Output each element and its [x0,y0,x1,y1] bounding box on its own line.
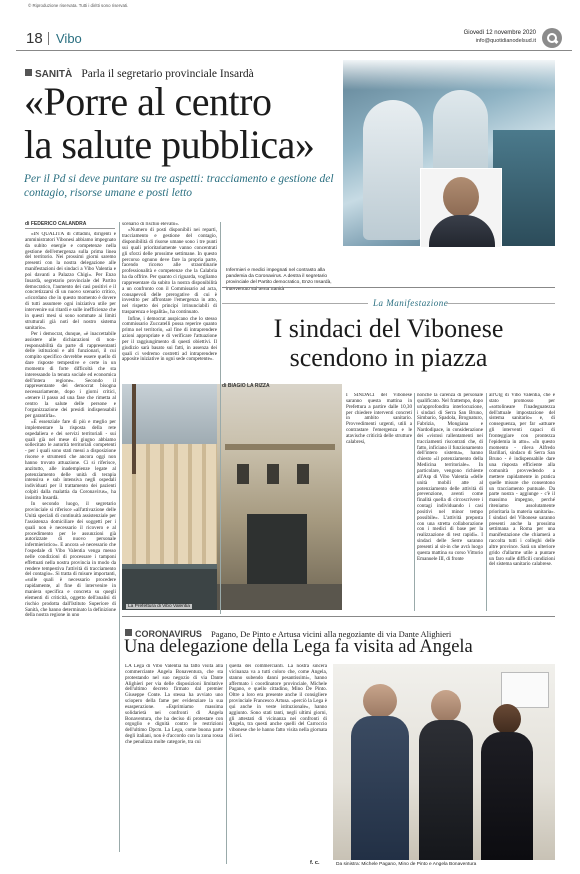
article1-photo-caption: Infermieri e medici impegnati nel contrasto alla pandemia da Coronavirus. A destra il segretario provinciale del Partito democratico, Enzo Insardà, intervenuto sul tema Sanità [226,268,332,292]
person-michele-pagano [351,716,409,860]
section-name: Vibo [56,31,82,46]
portrait-head [443,177,479,217]
column-rule [119,222,120,852]
kicker-square-icon [25,69,32,76]
article1-title [24,80,344,166]
copyright-line: © Riproduzione riservata. Tutti i diritti sono riservati. [28,3,129,8]
article3-column-2: quella dei commercianti. La nostra sincera vicinanza va a tutti coloro che, come Angela, stanno subendo danni pesantissimi», hanno affermato i coordinatore provinciale, Michele Pagano, e quello cittadino, Mino De Pinto. Oltre a loro era presente anche il consigliere provinciale Francesco Artusa. «perciò la Lega è qui anche in veste istituzionale», hanno aggiunto. Sono stati tanti, negli ultimi giorni, gli attestati di vicinanza nei confronti di Angela, tra questi anche quelli del Carroccio vibonese che le hanno fatto visita nella giornata di ieri. [229,664,327,740]
column-rule [486,393,487,611]
article1-paragraph: Per i democrat, dunque, «è inaccettabile assistere alle dichiarazioni di non-responsabilità da parte di rappresentanti delle istituzioni e alti funzionari, il cui compito specifico dovrebbe essere quello di dare risposte tempestive e certe in un momento di forte difficoltà che sta interessando la tenuta sociale ed economica dell'intera regione». Secondo il rappresentante dei democrat bisogna necessariamente, dopo i giorni critici, «tenere il passo ad una fase che rimetta al centro la salute delle persone e l'organizzazione dei presidi indispensabili per garantirla». [25,330,116,419]
insarda-portrait [420,168,502,248]
article2-title [222,314,555,372]
header-email: info@quotidianodelsud.it [475,38,536,44]
page-header [16,26,572,52]
article1-paragraph: «È essenziale fare di più e meglio per implementare la risposta della rete ospedaliera e dei servizi territoriali - sui quali già nel mese di giugno abbiamo sollecitato le autorità territoriali competenti - per i quali sono stati messi a disposizione risorse e strumenti che ancora oggi non hanno trovato attuazione. Ci si riferisce, anzitutto, alle inadempienze legate al potenziamento delle unità di terapia intensiva e sub intensiva negli ospedali individuati per il trattamento dei pazienti colpiti dalla malattia da Coronavirus», ha insistito Insardà. [25,419,116,501]
article1-subtitle: Per il Pd si deve puntare su tre aspetti: tracciamento e gestione del contagio, risorse umane e posti letto [24,173,334,199]
person-head [431,690,461,722]
page-number: 18 [26,30,43,47]
article2-column-2: nonché la carenza di personale qualificato. Nel frattempo, dopo un'approfondita interlocuzione, i sindaci di Serra San Bruno, Simbario, Spadola, Brognaturo, Fabrizia, Mongiana e Nardodipace, in considerazione dei «vistosi rallentamenti nei tracciamenti riscontrati che, di fatto, inficiano il funzionamento dell'intero sistema», hanno chiesto «il potenziamento della Medicina territoriale». In particolare, vengono richieste all'Asp di Vibo Valentia «delle unità mobili atte al potenziamento delle attività di prevenzione, aventi come finalità quella di circoscrivere i contagi individuando i casi positivi nel minor tempo possibile». L'attività preposta con una stretta collaborazione con i medici di base per la realizzazione di test rapidi». I sindaci delle Serre saranno presenti al sit-in che avrà luogo questa mattina su corso Vittorio Emanuele III, di fronte [417,393,483,562]
article2-column-1-display: I SINDACI del Vibonese saranno questa mattina in Prefettura a partire dalle 10,30 per chiedere interventi concreti in ambito sanitario. Provvedimenti urgenti, utili a contrastare l'emergenza e le atavische criticità delle strutture calabresi, [346,393,412,445]
article1-paragraph: scenario di rischio elevato». [122,222,180,227]
header-rule [16,50,572,51]
article3-kicker-label: CORONAVIRUS [135,629,202,639]
kicker-line-right [446,303,555,304]
article3-column-1: LA Lega di Vibo Valentia ha fatto visita alla commerciante Angela Bonaventura, che sta protestando nel suo negozio di via Dante Alighieri per via delle disposizioni limitative dell'ultimo decreto firmato dal premier Giuseppe Conte. La stessa ha avviato uno sciopero della fame per evidenziare la sua esasperazione. «Esprimiamo massima solidarietà nei confronti di Angela Bonaventura, che ha deciso di protestare con orgoglio e dignità contro le restrizioni dell'ultimo Dpcm. La Lega, come buona parte degli italiani, non è d'accordo con la zona rossa che penalizza molte categorie, tra cui [125,664,223,745]
medic-figure [363,100,423,240]
ceiling-light [343,60,555,90]
window [267,464,279,484]
header-divider [48,32,49,45]
article1-title-line1: «Porre al centro [24,79,272,124]
prefettura-caption: La Prefettura di Vibo Valentia [128,604,190,609]
column-rule [414,393,415,611]
article1-column-1 [25,232,116,852]
lega-delegation-photo [333,664,555,860]
article1-column-2 [122,222,217,378]
article2-kicker: La Manifestazione [373,298,449,308]
article2-title-line2: scendono in piazza [289,343,488,372]
window [297,464,309,484]
column-rule [226,664,227,864]
article2-column-3: all'Ulg di Vibo Valentia, che è stato promosso per «sottolineare l'inadeguatezza dell'attuale impostazione del sistema sanitario» e, di conseguenza, per far «attuare gli interventi capaci di fronteggiare con prontezza l'epidemia in atto». «In questo momento - rileva Alfredo Barillari, sindaco di Serra San Bruno - è indispensabile dare una risposta efficiente alla comunità provvedendo a mettere rapidamente in pratica quelle misure che consentono un tracciamento puntuale. Da parte nostra - aggiunge - c'è il massimo impegno, perché riteniamo assolutamente prioritaria la materia sanitaria». I sindaci del Vibonese saranno presenti anche la prossima settimana a Roma per una manifestazione che chiamerà a raccolta tutti i colleghi delle altre province. Sarà un ulteriore grido d'allarme utile a puntare un faro sulle difficili condizioni del sistema sanitario calabrese. [489,393,555,568]
building-facade [122,444,217,564]
shop-sign [501,672,549,708]
column-rule [220,222,221,614]
article1-byline: di FEDERICO CALANDRA [25,221,87,227]
article3-top-rule [122,616,555,617]
article2-top-rule [222,287,555,288]
person-angela-bonaventura [481,732,533,860]
tree-trunk [132,384,136,474]
kicker-line-left [222,303,368,304]
portrait-body [429,215,495,248]
window [237,464,249,484]
person-head [493,704,521,734]
article1-kicker-label: SANITÀ [35,69,73,80]
article1-paragraph: Infine, i democrat auspicano che lo stesso commissario Zuccatelli possa reperire quanto prima nel territorio, «al fine di intraprendere azioni appropriate e di verificare l'attuazione per il raggiungimento di questi obiettivi. Il giudizio sarà basato sui fatti, in assenza dei quali ci vedremo costretti ad intraprendere apposite iniziative in ogni sede competente». [122,315,217,363]
prefettura-photo [122,384,217,610]
header-date: Giovedì 12 novembre 2020 [463,30,536,36]
prefettura-building-photo [217,384,342,610]
newspaper-logo-icon [542,28,562,48]
article3-signature: f. c. [310,860,320,866]
hospital-equipment [493,130,555,246]
building-cornice [225,444,335,450]
article2-title-line1: I sindaci del Vibonese [273,314,504,343]
article3-title: Una delegazione della Lega fa visita ad Angela [124,637,473,657]
article1-paragraph: «IN QUALITÀ di cittadini, dirigenti e amministratori Vibonesi abbiamo impegnato da subito energie e competenze nella gestione dell'emergenza sulla prima linea del territorio. Nei prossimi giorni saremo presenti con la nostra delegazione alle manifestazioni dei sindaci a Vibo Valentia e poi davanti a Palazzo Chigi». Per Enzo Insardà, segretario provinciale del Partito democratico, l'aumento dei casi positivi e il concretizzarsi di un nuovo scenario critico, «ricordano che in questo momento è dovere di tutti assumere ogni iniziativa utile per intervenire sui ritardi e sulle inefficienze che in questi mesi si sono sommate ai limiti strutturali già noti del nostro sistema sanitario». [25,232,116,331]
byline-rule [25,228,115,229]
kicker-square-icon [125,629,132,636]
building-entrance [247,514,307,584]
article1-paragraph: «Numero di posti disponibili nei reparti, tracciamento e gestione del contagio, disponibilità di risorse umane sono i tre punti sui quali prioritariamente vanno concentrati gli sforzi delle prossime settimane. In questo percorso ognuno deve fare la propria parte, facendo ricorso alle straordinarie professionalità e competenze che la Calabria ha da offrire. Per quanto ci riguarda, vogliamo rappresentare da subito la nostra disponibilità a un confronto con il Commissario ad acta, consapevoli delle prerogative di cui è investito per affrontare l'emergenza in atto, nel rispetto dei principi irrinunciabili di trasparenza e legalità», ha continuato. [122,227,217,316]
person-mino-de-pinto [419,720,473,860]
sidewalk [217,584,342,610]
article1-paragraph: In secondo luogo, il segretario provinciale si riferisce «all'attivazione delle Unità speciali di continuità assistenziale per l'assistenza domiciliare dei soggetti per i quali non è necessario il ricovero e al procedimento per le assunzioni già autorizzate di nuovo personale infermieristico». E ancora «è necessario che l'ospedale di Vibo Valentia venga messo nelle condizioni di processare i tamponi effettuati nella nostra provincia in modo da rendere tempestiva l'attività di tracciamento del contagio». Si tratta di misure importanti, «sulle quali è necessario procedere rapidamente, al fine di intervenire in maniera specifica e concreta su quegli elementi di criticità, oggetto dell'analisi di rischio prodotta dall'Istituto Superiore di Sanità, che hanno determinato la definizione della nostra regione in uno [25,501,116,619]
article2-byline: di BIAGIO LA RIZZA [222,383,270,389]
person-head [363,684,397,718]
article3-kicker-sub: Pagano, De Pinto e Artusa vicini alla negoziante di via Dante Alighieri [210,629,452,639]
article1-title-line2: la salute pubblica» [24,122,315,167]
article1-kicker-sub: Parla il segretario provinciale Insardà [81,68,254,80]
article3-photo-caption: Da sinistra: Michele Pagano, Mino de Pinto e Angela Bonaventura [336,862,477,867]
